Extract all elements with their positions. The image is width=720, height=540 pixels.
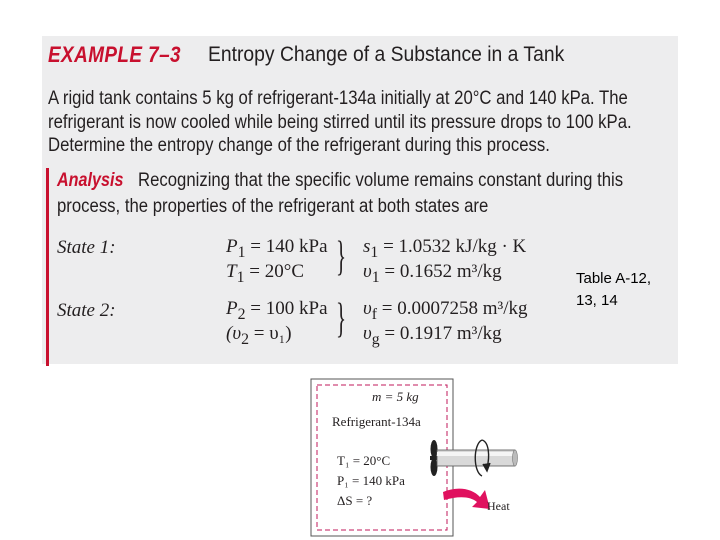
tank-mass-label: m = 5 kg: [372, 389, 419, 404]
problem-line: refrigerant is now cooled while being stirred until its pressure drops to 100 kPa.: [48, 111, 632, 133]
table-note-line: Table A-12,: [576, 270, 652, 287]
tank-ds-label: ΔS = ?: [337, 493, 373, 508]
state-1-pressure: $P_1 = 140$ kPa: [226, 236, 328, 261]
state-2-volume-relation: $(\upsilon_2 = \upsilon_1)$: [226, 323, 292, 348]
state-1-entropy: $s_1 = 1.0532$ kJ/kg · K: [363, 236, 527, 261]
state-2-pressure: $P_2 = 100$ kPa: [226, 298, 328, 323]
problem-line: Determine the entropy change of the refrigerant during this process.: [48, 135, 550, 156]
problem-line: A rigid tank contains 5 kg of refrigerant-134a initially at 20°C and 140 kPa. The: [48, 88, 628, 109]
state-2-label: State 2:: [57, 300, 116, 321]
state-2-vg: $\upsilon_g = 0.1917$ m³/kg: [363, 323, 502, 348]
state-2-brace: }: [336, 296, 347, 342]
example-title: Entropy Change of a Substance in a Tank: [208, 43, 565, 66]
tank-t1-label: T₁ = 20°C: [337, 453, 391, 468]
table-reference-note: [576, 268, 682, 312]
tank-substance-label: Refrigerant-134a: [332, 414, 421, 429]
state-1-brace: }: [336, 234, 347, 280]
analysis-text-line: process, the properties of the refrigerant at both states are: [57, 196, 489, 217]
problem-statement: [48, 87, 664, 158]
state-2-vf: $\upsilon_f = 0.0007258$ m³/kg: [363, 298, 528, 323]
example-label: EXAMPLE 7–3: [48, 42, 182, 67]
analysis-accent-bar: [46, 168, 49, 366]
analysis-text-line: Recognizing that the specific volume remains constant during this: [138, 170, 624, 191]
state-1-temperature: $T_1 = 20^\circ C$: [226, 261, 304, 286]
tank-p1-label: P₁ = 140 kPa: [337, 473, 405, 488]
tank-diagram: [282, 364, 540, 540]
table-note-line: 13, 14: [576, 292, 618, 309]
state-1-specific-volume: $\upsilon_1 = 0.1652$ m³/kg: [363, 261, 502, 286]
heat-label: Heat: [487, 499, 510, 513]
analysis-label: Analysis: [57, 170, 124, 191]
state-1-label: State 1:: [57, 237, 116, 258]
stirrer-shaft: [437, 450, 518, 466]
